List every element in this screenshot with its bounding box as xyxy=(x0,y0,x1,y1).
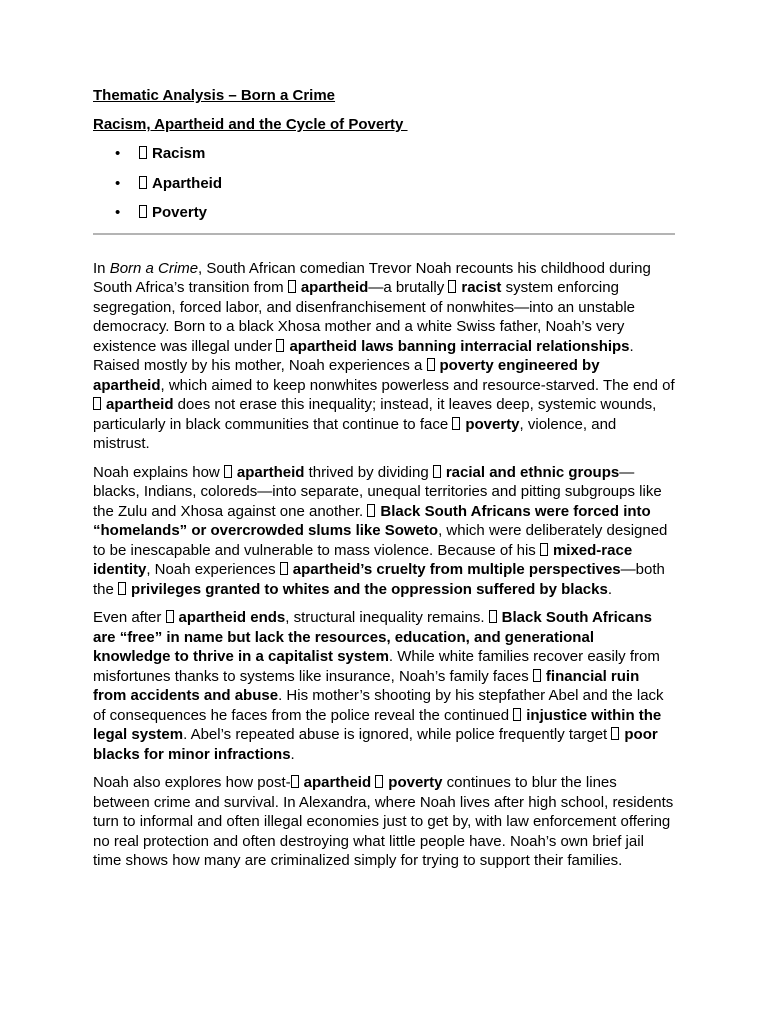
text-run: —a brutally xyxy=(368,279,449,296)
missing-glyph-icon xyxy=(513,708,521,721)
missing-glyph-icon xyxy=(433,465,441,478)
missing-glyph-icon xyxy=(611,727,619,740)
emphasis-bold: apartheid xyxy=(300,279,369,296)
emphasis-bold: poverty engineered by apartheid xyxy=(93,357,600,394)
bullet-icon: • xyxy=(115,174,121,192)
body-paragraph-2 xyxy=(93,463,675,600)
text-run: , which were deliberately designed to be inescapable and vulnerable to mass violence. Because of his xyxy=(93,522,668,559)
document-body xyxy=(93,86,675,871)
text-run: system enforcing segregation, forced labor, and disenfranchisement of nonwhites—into an unstable democracy. Born to a black Xhosa mother and a white Swiss father, Noah’s very existence was illegal under xyxy=(93,279,636,355)
emphasis-bold: poor blacks for minor infractions xyxy=(93,726,658,763)
missing-glyph-icon xyxy=(427,358,435,371)
missing-glyph-icon xyxy=(139,146,147,159)
emphasis-bold: financial ruin from accidents and abuse xyxy=(93,667,640,704)
emphasis-bold: apartheid laws banning interracial relationships xyxy=(289,337,630,355)
emphasis-bold: apartheid xyxy=(236,463,305,481)
theme-item-apartheid xyxy=(93,174,675,194)
bullet-icon: • xyxy=(115,204,121,221)
text-run: Even after xyxy=(93,609,166,626)
emphasis-bold: privileges granted to whites and the oppression suffered by blacks xyxy=(131,580,608,598)
text-run: , South African comedian Trevor Noah recounts his childhood during South Africa’s transition from xyxy=(93,259,651,296)
emphasis-bold: apartheid xyxy=(303,774,372,791)
text-run: Noah also explores how post- xyxy=(93,774,291,791)
text-run: . Raised mostly by his mother, Noah experiences a xyxy=(93,337,634,374)
theme-item-racism xyxy=(93,144,675,164)
emphasis-bold: apartheid ends xyxy=(178,609,286,626)
missing-glyph-icon xyxy=(448,280,456,293)
document-subtitle: Racism, Apartheid and the Cycle of Poverty xyxy=(93,116,408,133)
missing-glyph-icon xyxy=(540,543,548,556)
text-run: . xyxy=(607,580,612,598)
emphasis-bold: racist xyxy=(461,279,502,296)
missing-glyph-icon xyxy=(375,775,383,788)
emphasis-bold: poverty xyxy=(465,415,520,433)
missing-glyph-icon xyxy=(452,417,460,430)
text-run: does not erase this inequality; instead, it leaves deep, systemic wounds, particularly in black communities that continue to face xyxy=(93,396,657,433)
theme-label: Apartheid xyxy=(152,174,223,192)
theme-label: Poverty xyxy=(152,204,208,221)
text-run: In xyxy=(93,259,110,277)
horizontal-divider xyxy=(93,233,675,235)
text-run: , violence, and mistrust. xyxy=(93,415,617,452)
theme-item-poverty xyxy=(93,203,675,223)
missing-glyph-icon xyxy=(291,775,299,788)
bullet-icon: • xyxy=(115,145,121,162)
text-run: , structural inequality remains. xyxy=(285,609,489,626)
emphasis-bold: mixed-race identity xyxy=(93,541,633,578)
text-run: , which aimed to keep nonwhites powerless and resource-starved. The end of xyxy=(160,376,675,394)
missing-glyph-icon xyxy=(139,205,147,218)
text-run: —blacks, Indians, coloreds—into separate, unequal territories and pitting subgroups like the Zulu and Xhosa against one another. xyxy=(93,463,662,520)
emphasis-bold: Black South Africans are “free” in name but lack the resources, education, and generational knowledge to thrive in a capitalist system xyxy=(93,609,652,665)
missing-glyph-icon xyxy=(489,610,497,623)
missing-glyph-icon xyxy=(93,397,101,410)
body-paragraph-4 xyxy=(93,773,675,871)
text-run: . While white families recover easily from misfortunes thanks to systems like insurance, Noah’s family faces xyxy=(93,648,660,685)
missing-glyph-icon xyxy=(288,280,296,293)
emphasis-bold: apartheid xyxy=(106,396,174,413)
text-run: , Noah experiences xyxy=(146,561,280,578)
body-paragraph-3 xyxy=(93,608,675,764)
emphasis-bold: Black South Africans were forced into “homelands” or overcrowded slums like Soweto xyxy=(93,502,651,539)
emphasis-bold: apartheid’s cruelty from multiple perspectives xyxy=(292,561,621,578)
missing-glyph-icon xyxy=(367,504,375,517)
missing-glyph-icon xyxy=(276,339,284,352)
emphasis-bold: racial and ethnic groups xyxy=(445,463,620,481)
text-run: continues to blur the lines between crime and survival. In Alexandra, where Noah lives after high school, residents turn to informal and often illegal economies just to get by, with law enforcement offering no real protection and often destroying what little people have. Noah’s own brief jail time shows how many are criminalized simply for trying to support their families. xyxy=(93,774,674,869)
emphasis-bold: injustice within the legal system xyxy=(93,706,662,743)
missing-glyph-icon xyxy=(533,669,541,682)
document-title: Thematic Analysis – Born a Crime xyxy=(93,87,336,104)
text-run: —both the xyxy=(93,561,665,598)
text-run: . Abel’s repeated abuse is ignored, while police frequently target xyxy=(183,726,612,743)
missing-glyph-icon xyxy=(224,465,232,478)
text-run: . His mother’s shooting by his stepfather Abel and the lack of consequences he faces from the police reveal the continued xyxy=(93,687,664,724)
missing-glyph-icon xyxy=(280,562,288,575)
text-run: . xyxy=(290,745,295,763)
emphasis-bold: poverty xyxy=(388,774,443,791)
text-run: thrived by dividing xyxy=(304,463,433,481)
missing-glyph-icon xyxy=(166,610,174,623)
theme-list xyxy=(93,144,675,223)
theme-label: Racism xyxy=(152,145,206,162)
text-run: Noah explains how xyxy=(93,463,224,481)
missing-glyph-icon xyxy=(118,582,126,595)
body-paragraph-1 xyxy=(93,259,675,454)
emphasis-italic: Born a Crime xyxy=(109,259,199,277)
missing-glyph-icon xyxy=(139,176,147,189)
